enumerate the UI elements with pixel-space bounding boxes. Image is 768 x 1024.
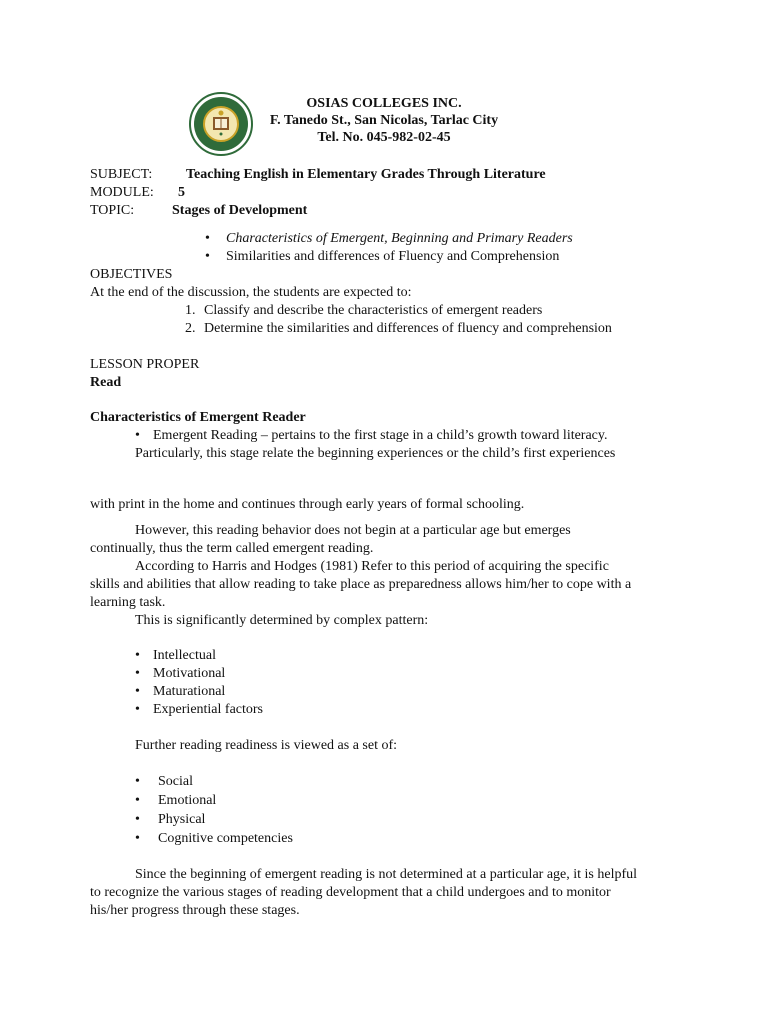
paragraph-line: Since the beginning of emergent reading is not determined at a particular age, it is helpful	[135, 867, 638, 882]
paragraph-line: to recognize the various stages of reading development that a child undergoes and to monitor	[90, 885, 611, 900]
college-address: F. Tanedo St., San Nicolas, Tarlac City	[269, 113, 499, 128]
list-bullet: •	[135, 684, 140, 699]
module-label: MODULE:	[90, 185, 154, 200]
list-bullet: •	[135, 702, 140, 717]
objective-marker-1: 1.	[185, 303, 196, 318]
paragraph-line: However, this reading behavior does not begin at a particular age but emerges	[135, 523, 571, 538]
paragraph-line: According to Harris and Hodges (1981) Refer to this period of acquiring the specific	[135, 559, 609, 574]
paragraph-line: with print in the home and continues through early years of formal schooling.	[90, 497, 525, 512]
list-item: Motivational	[153, 666, 226, 681]
list-item: Cognitive competencies	[158, 831, 293, 846]
subject-value: Teaching English in Elementary Grades Through Literature	[186, 167, 546, 182]
topic-label: TOPIC:	[90, 203, 135, 218]
objective-item-1: Classify and describe the characteristics of emergent readers	[204, 303, 543, 318]
topic-bullet: •	[205, 249, 210, 264]
lesson-subheading: Read	[90, 375, 122, 390]
list-item: Physical	[158, 812, 206, 827]
subject-label: SUBJECT:	[90, 167, 153, 182]
objective-item-2: Determine the similarities and differences of fluency and comprehension	[204, 321, 612, 336]
list-bullet: •	[135, 648, 140, 663]
list-item: Experiential factors	[153, 702, 264, 717]
module-value: 5	[178, 185, 185, 200]
list-bullet: •	[135, 666, 140, 681]
topic-bullet: •	[205, 231, 210, 246]
section-title: Characteristics of Emergent Reader	[90, 410, 306, 425]
emergent-definition: Emergent Reading – pertains to the first stage in a child’s growth toward literacy.	[153, 428, 608, 443]
list-bullet: •	[135, 831, 140, 846]
list-bullet: •	[135, 812, 140, 827]
paragraph-line: continually, thus the term called emergent reading.	[90, 541, 374, 556]
college-name: OSIAS COLLEGES INC.	[306, 96, 462, 111]
list-item: Social	[158, 774, 193, 789]
list-item: Maturational	[153, 684, 226, 699]
paragraph-line: learning task.	[90, 595, 166, 610]
topic-value: Stages of Development	[172, 203, 308, 218]
paragraph-line: Particularly, this stage relate the beginning experiences or the child’s first experiences	[135, 446, 616, 461]
paragraph-line: skills and abilities that allow reading to take place as preparedness allows him/her to cope with a	[90, 577, 632, 592]
list-bullet: •	[135, 774, 140, 789]
lesson-heading: LESSON PROPER	[90, 357, 200, 372]
college-phone: Tel. No. 045-982-02-45	[317, 130, 451, 145]
topic-point-2: Similarities and differences of Fluency and Comprehension	[226, 249, 560, 264]
topic-point-1: Characteristics of Emergent, Beginning and Primary Readers	[226, 231, 573, 246]
objective-marker-2: 2.	[185, 321, 196, 336]
objectives-intro: At the end of the discussion, the students are expected to:	[90, 285, 412, 300]
list-item: Emotional	[158, 793, 217, 808]
list-item: Intellectual	[153, 648, 216, 663]
emergent-bullet: •	[135, 428, 140, 443]
paragraph-line: Further reading readiness is viewed as a set of:	[135, 738, 398, 753]
paragraph-line: his/her progress through these stages.	[90, 903, 300, 918]
paragraph-line: This is significantly determined by complex pattern:	[135, 613, 429, 628]
college-seal-logo	[189, 92, 253, 156]
objectives-heading: OBJECTIVES	[90, 267, 173, 282]
list-bullet: •	[135, 793, 140, 808]
